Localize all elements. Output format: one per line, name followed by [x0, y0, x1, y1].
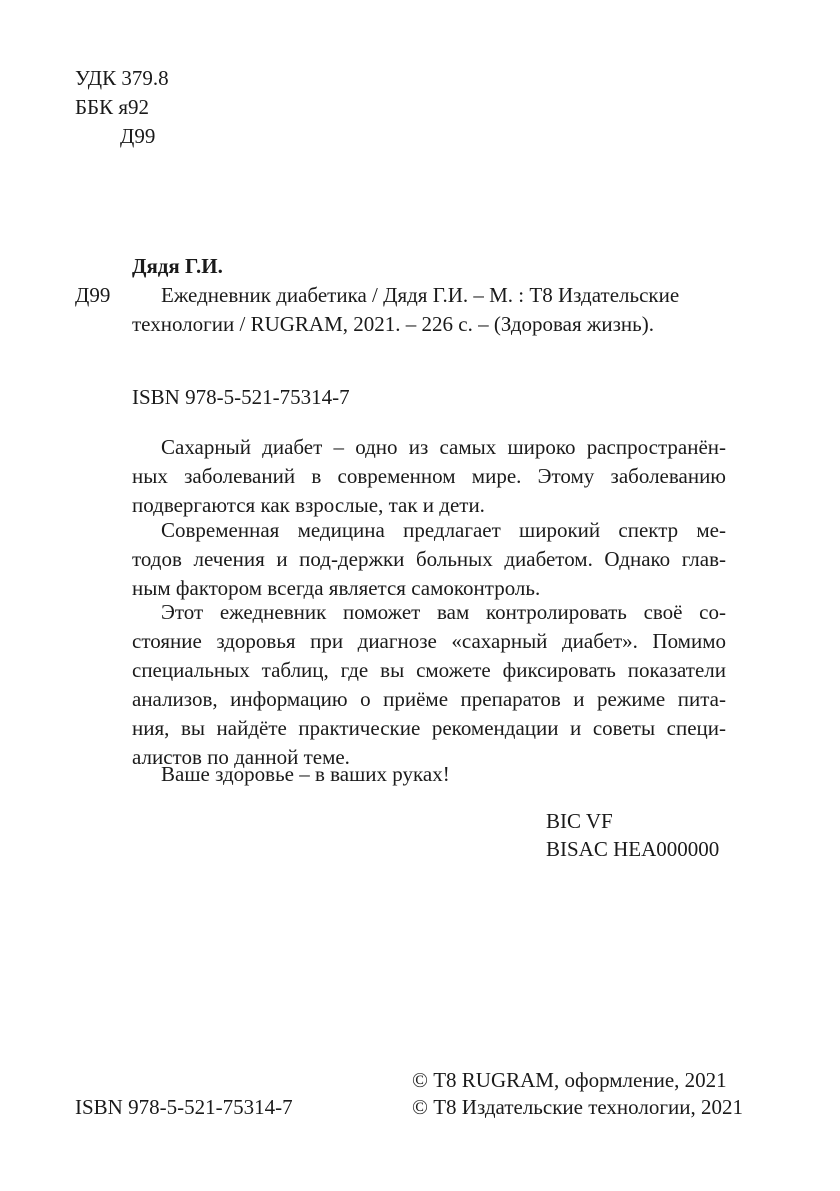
- paragraph-line: стояние здоровья при диагнозе «сахарный диабет». Помимо: [132, 629, 726, 653]
- paragraph-line: специальных таблиц, где вы сможете фиксировать показатели: [132, 658, 726, 682]
- paragraph-line: Современная медицина предлагает широкий спектр ме-: [161, 518, 726, 542]
- author-heading: Дядя Г.И.: [132, 254, 223, 278]
- annotation-paragraph-3: [132, 598, 726, 772]
- annotation-paragraph-1: [132, 433, 726, 520]
- copyright-line-2: © Т8 Издательские технологии, 2021: [412, 1095, 743, 1119]
- paragraph-line: Сахарный диабет – одно из самых широко распространён-: [161, 435, 726, 459]
- paragraph-line: ным фактором всегда является самоконтроль.: [132, 576, 541, 600]
- author-mark: Д99: [75, 283, 111, 307]
- bic-code: BIC VF: [546, 809, 613, 833]
- annotation-paragraph-4: [132, 760, 726, 789]
- udk-code: УДК 379.8: [75, 66, 169, 90]
- annotation-paragraph-2: [132, 516, 726, 603]
- paragraph-line: алистов по данной теме.: [132, 745, 350, 769]
- paragraph-line: тодов лечения и под-держки больных диабетом. Однако глав-: [132, 547, 726, 571]
- bibliographic-line-2: технологии / RUGRAM, 2021. – 226 с. – (Здоровая жизнь).: [132, 312, 654, 336]
- isbn-bottom: ISBN 978-5-521-75314-7: [75, 1095, 293, 1119]
- paragraph-line: Этот ежедневник поможет вам контролировать своё со-: [161, 600, 726, 624]
- paragraph-line: ния, вы найдёте практические рекомендации и советы специ-: [132, 716, 726, 740]
- copyright-line-1: © Т8 RUGRAM, оформление, 2021: [412, 1068, 727, 1092]
- bibliographic-line-1: Ежедневник диабетика / Дядя Г.И. – М. : Т8 Издательские: [161, 283, 680, 307]
- paragraph-line: анализов, информацию о приёме препаратов и режиме пита-: [132, 687, 726, 711]
- paragraph-line: подвергаются как взрослые, так и дети.: [132, 493, 485, 517]
- paragraph-line: Ваше здоровье – в ваших руках!: [161, 762, 450, 786]
- paragraph-line: ных заболеваний в современном мире. Этому заболеванию: [132, 464, 726, 488]
- author-mark-top: Д99: [120, 124, 156, 148]
- isbn-top: ISBN 978-5-521-75314-7: [132, 385, 350, 409]
- bbk-code: ББК я92: [75, 95, 150, 119]
- bisac-code: BISAC HEA000000: [546, 837, 720, 861]
